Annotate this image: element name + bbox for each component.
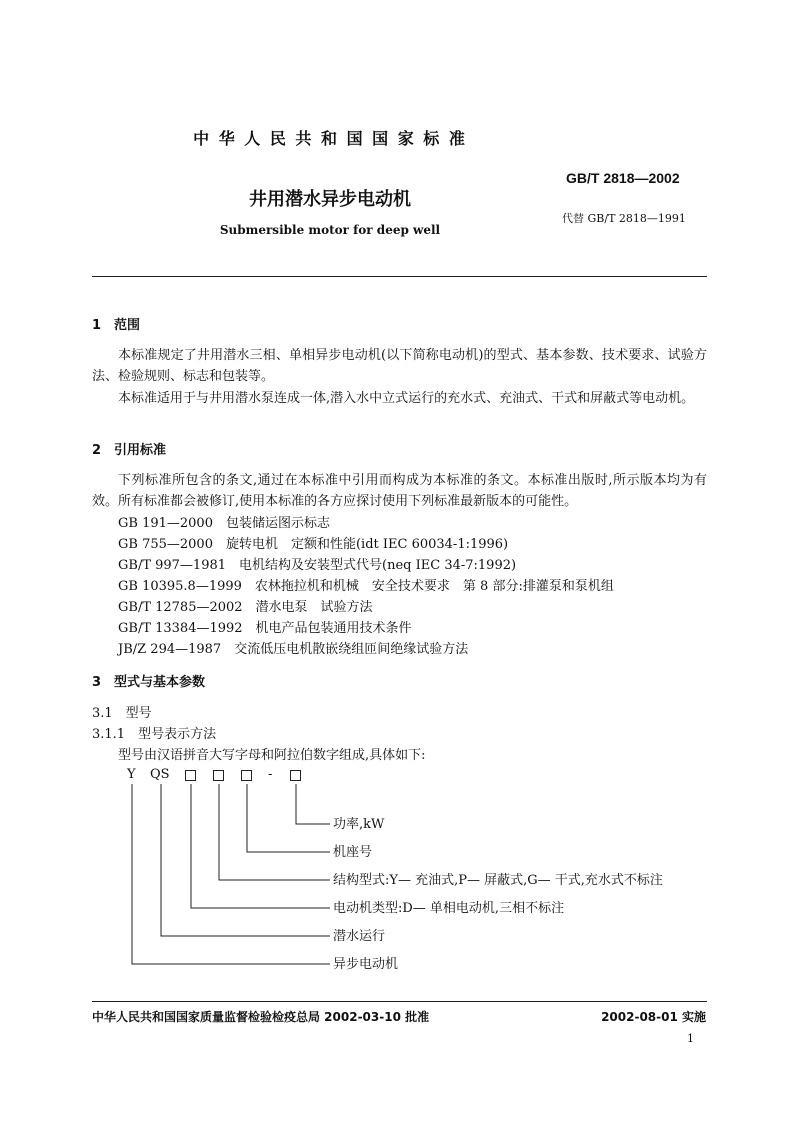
line-submersible bbox=[161, 784, 330, 936]
dash: - bbox=[268, 767, 273, 782]
issuer-line: 中华人民共和国国家质量监督检验检疫总局 2002-03-10 批准 bbox=[92, 1010, 430, 1024]
line-structure bbox=[219, 784, 330, 880]
label-structure: 结构型式:Y— 充油式,P— 屏蔽式,G— 干式,充水式不标注 bbox=[333, 873, 663, 888]
section2-heading: 2 引用标准 bbox=[92, 443, 167, 458]
section1-para2: 本标准适用于与井用潜水泵连成一体,潜入水中立式运行的充水式、充油式、干式和屏蔽式等电动机。 bbox=[118, 391, 695, 406]
line-power bbox=[296, 784, 330, 824]
section2-para: 下列标准所包含的条文,通过在本标准中引用而构成为本标准的条文。本标准出版时,所示版本均为有效。所有标准都会被修订,使用本标准的各方应探讨使用下列标准最新版本的可能性。 bbox=[92, 473, 707, 509]
replaces-note: 代替 GB/T 2818—1991 bbox=[562, 212, 686, 225]
reference-item: GB/T 997—1981 电机结构及安装型式代号(neq IEC 34-7:1992) bbox=[118, 558, 517, 573]
label-async: 异步电动机 bbox=[333, 957, 399, 972]
section1-para1: 本标准规定了井用潜水三相、单相异步电动机(以下简称电动机)的型式、基本参数、技术要求、试验方法、检验规则、标志和包装等。 bbox=[92, 348, 707, 384]
label-frame: 机座号 bbox=[333, 845, 373, 860]
reference-item: GB/T 13384—1992 机电产品包装通用技术条件 bbox=[118, 621, 412, 636]
section3-heading: 3 型式与基本参数 bbox=[92, 675, 206, 690]
label-type: 电动机类型:D— 单相电动机,三相不标注 bbox=[333, 901, 565, 916]
page-number: 1 bbox=[687, 1032, 694, 1045]
reference-item: GB/T 12785—2002 潜水电泵 试验方法 bbox=[118, 600, 373, 615]
title-en: Submersible motor for deep well bbox=[219, 223, 441, 237]
subsection-3-1: 3.1 型号 bbox=[92, 706, 152, 721]
title-cn: 井用潜水异步电动机 bbox=[249, 189, 411, 210]
line-type bbox=[191, 784, 330, 908]
section1-heading: 1 范围 bbox=[92, 318, 141, 333]
label-submersible: 潜水运行 bbox=[333, 929, 386, 944]
reference-item: GB 755—2000 旋转电机 定额和性能(idt IEC 60034-1:1996) bbox=[118, 537, 509, 552]
footer-rule bbox=[92, 1001, 707, 1002]
reference-item: GB 10395.8—1999 农林拖拉机和机械 安全技术要求 第 8 部分:排灌泵和泵机组 bbox=[118, 579, 614, 594]
line-frame bbox=[247, 784, 330, 852]
reference-item: GB 191—2000 包装储运图示标志 bbox=[118, 516, 330, 531]
subsection-3-1-1: 3.1.1 型号表示方法 bbox=[92, 727, 217, 742]
national-standard-heading: 中 华 人 民 共 和 国 国 家 标 准 bbox=[193, 129, 467, 148]
standard-code: GB/T 2818—2002 bbox=[566, 170, 680, 186]
letter-qs: QS bbox=[150, 767, 170, 782]
label-power: 功率,kW bbox=[333, 817, 385, 832]
letter-y: Y bbox=[127, 767, 136, 782]
model-intro: 型号由汉语拼音大写字母和阿拉伯数字组成,具体如下: bbox=[118, 748, 426, 763]
reference-item: JB/Z 294—1987 交流低压电机散嵌绕组匝间绝缘试验方法 bbox=[118, 642, 469, 657]
implement-date: 2002-08-01 实施 bbox=[601, 1010, 706, 1024]
line-async bbox=[132, 784, 330, 964]
